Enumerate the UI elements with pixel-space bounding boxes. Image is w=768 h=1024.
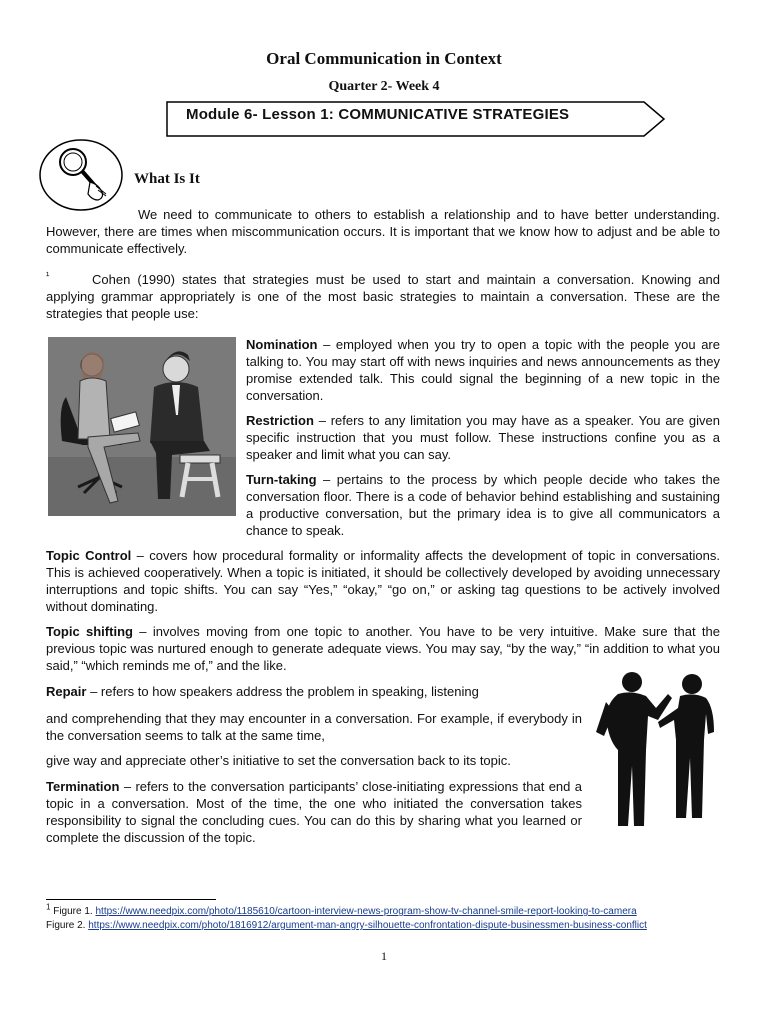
- footnote-marker: ¹: [46, 271, 50, 282]
- footnote-2: [46, 919, 647, 932]
- page-number: 1: [381, 949, 387, 963]
- repair-paragraph: [46, 683, 479, 700]
- restriction-paragraph: [246, 412, 720, 463]
- nomination-text: – employed when you try to open a topic with the people you are talking to. You may start off with news inquiries and news announcements as they promise extended talk. This could signal the beginning of a new topic in the conversation.: [246, 337, 720, 403]
- footnote-1: [46, 902, 637, 918]
- section-heading: What Is It: [134, 171, 200, 187]
- magnifier-icon: [38, 138, 124, 212]
- termination-term: Termination: [46, 779, 120, 794]
- turn-taking-term: Turn-taking: [246, 472, 317, 487]
- footnote-2-label: Figure 2.: [46, 920, 89, 931]
- module-title: Module 6- Lesson 1: COMMUNICATIVE STRATEGIES: [186, 106, 570, 123]
- cohen-paragraph: Cohen (1990) states that strategies must be used to start and maintain a conversation. Knowing and applying grammar appropriately is one of the most basic strategies to maintain a conversation. These are the strategies that people use:: [46, 272, 720, 321]
- footnote-1-label: Figure 1.: [50, 906, 96, 917]
- footnote-2-link[interactable]: https://www.needpix.com/photo/1816912/argument-man-angry-silhouette-confrontation-dispute-businessmen-business-conflict: [88, 920, 647, 931]
- nomination-paragraph: [246, 336, 720, 404]
- nomination-term: Nomination: [246, 337, 318, 352]
- restriction-text: – refers to any limitation you may have as a speaker. You are given specific instruction that you must follow. These instructions confine you as a speaker and limit what you can say.: [246, 413, 720, 462]
- turn-taking-paragraph: [246, 471, 720, 539]
- topic-control-text: – covers how procedural formality or informality affects the development of topic in conversations. This is achieved cooperatively. When a topic is initiated, it should be collectively developed by avoiding unnecessary interruptions and topic shifts. You can say “Yes,” “okay,” “go on,” or asking tag questions to be actively involved without dominating.: [46, 548, 720, 614]
- termination-paragraph: [46, 778, 582, 846]
- repair-text: – refers to how speakers address the problem in speaking, listening: [86, 684, 479, 699]
- turn-taking-text: – pertains to the process by which people decide who takes the conversation floor. There is a code of behavior behind establishing and sustaining a productive conversation, but the primary idea is to give all communicators a chance to speak.: [246, 472, 720, 538]
- repair-conclusion: give way and appreciate other’s initiative to set the conversation back to its topic.: [46, 753, 511, 768]
- interview-illustration: [48, 337, 236, 516]
- document-subtitle: Quarter 2- Week 4: [328, 79, 440, 94]
- topic-shifting-text: – involves moving from one topic to another. You have to be very intuitive. Make sure that the previous topic was nurtured enough to generate adequate views. You may say, “by the way,” “in addition to what you said,” “which reminds me of,” and the like.: [46, 624, 720, 673]
- repair-continuation: and comprehending that they may encounter in a conversation. For example, if everybody in the conversation seems to talk at the same time,: [46, 711, 582, 743]
- repair-term: Repair: [46, 684, 87, 699]
- intro-paragraph: We need to communicate to others to establish a relationship and to have better understanding. However, there are times when miscommunication occurs. It is important that we know how to adjust and be able to communicate effectively.: [46, 207, 720, 256]
- topic-control-paragraph: [46, 547, 720, 615]
- termination-text: – refers to the conversation participants’ close-initiating expressions that end a topic in a conversation. Most of the time, the one who initiated the conversation takes responsibility to signal the concluding cues. You can do this by sharing what you learned or complete the discussion of the topic.: [46, 779, 582, 845]
- argument-silhouette: [592, 668, 722, 830]
- topic-shifting-paragraph: [46, 623, 720, 674]
- footnote-1-link[interactable]: https://www.needpix.com/photo/1185610/cartoon-interview-news-program-show-tv-channel-smile-report-looking-to-camera: [95, 906, 637, 917]
- topic-control-term: Topic Control: [46, 548, 132, 563]
- footnote-1-marker: 1: [46, 902, 51, 912]
- topic-shifting-term: Topic shifting: [46, 624, 133, 639]
- footnote-divider: [46, 899, 216, 900]
- document-title: Oral Communication in Context: [266, 49, 502, 68]
- restriction-term: Restriction: [246, 413, 314, 428]
